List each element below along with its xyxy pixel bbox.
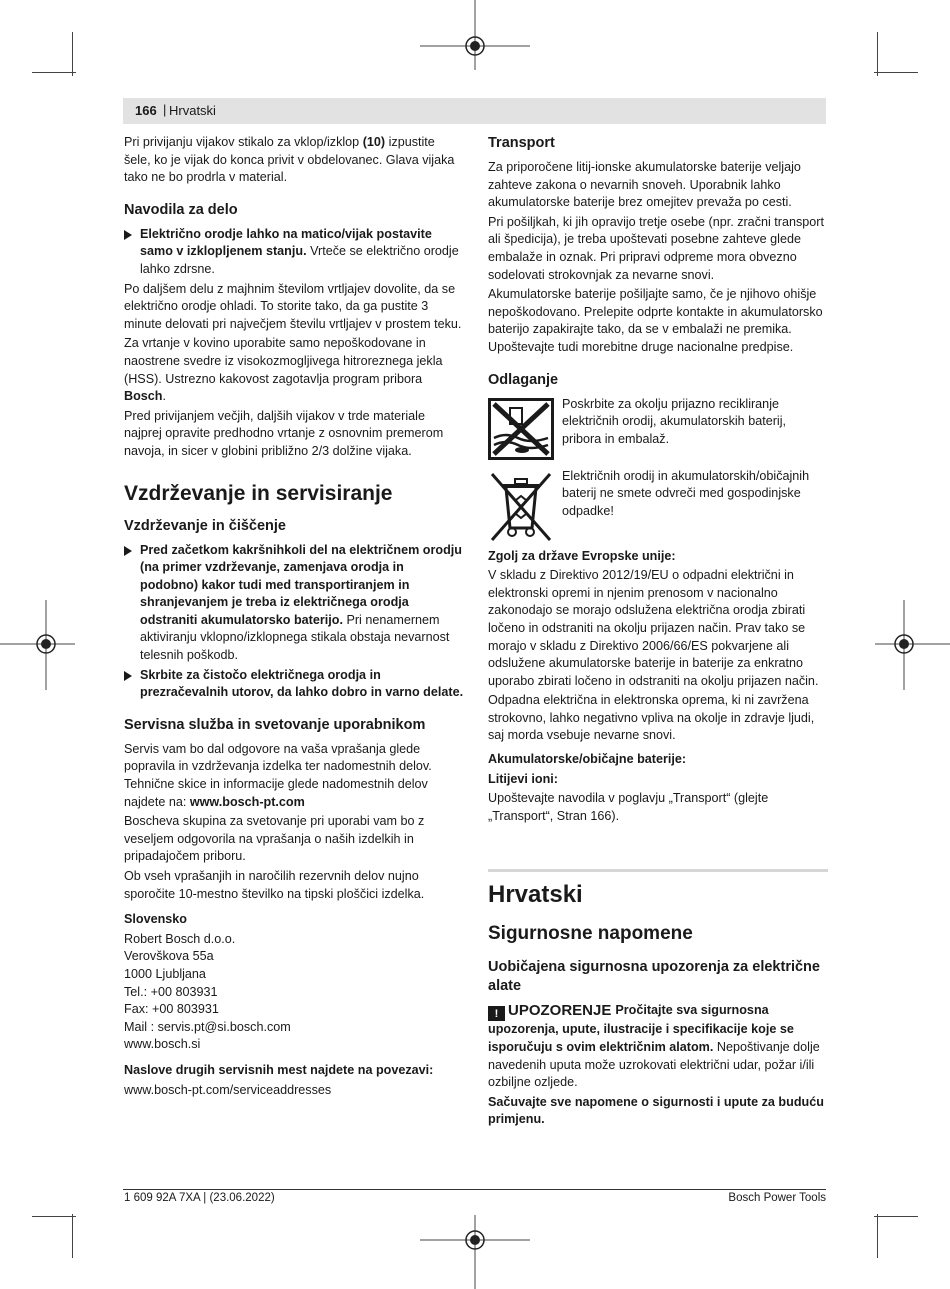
eu-paragraph-1: V skladu z Direktivo 2012/19/EU o odpadni električni in elektronski opremi in njenim prenosom v nacionalno zakonodajo se morajo odslužena električna orodja zbirati ločeno in odstraniti na okolju prijazen način. Prav tako se morajo v skladu z Direktivo 2006/66/ES pokvarjene ali odslužene akumulatorske baterije in baterije za enkratno uporabo zbirati ločeno in odstraniti na okolju prijazen način. [488, 568, 819, 688]
transport-paragraph-3: Akumulatorske baterije pošiljajte samo, če je njihovo ohišje nepoškodovano. Prelepite odprte kontakte in akumulatorsko baterijo zapakirajte tako, da se v embalaži ne premika. Upoštevajte tudi morebitne druge nacionalne predpise. [488, 287, 823, 354]
batteries-heading: Akumulatorske/običajne baterije: [488, 752, 687, 767]
address-phone: Tel.: +00 803931 [124, 984, 218, 999]
address-line: Robert Bosch d.o.o. [124, 931, 236, 946]
service-paragraph-1: Servis vam bo dal odgovore na vaša vprašanja glede popravila in vzdrževanja izdelka ter nadomestnih delov. Tehnične skice in informacije glede nadomestnih delov najdete na: www.bosch-pt.com [124, 741, 432, 809]
country-heading: Slovensko [124, 912, 187, 927]
crop-mark [72, 32, 73, 76]
header-separator: | [163, 102, 167, 117]
other-service-heading: Naslove drugih servisnih mest najdete na povezavi: [124, 1062, 434, 1077]
work-paragraph-2: Za vrtanje v kovino uporabite samo nepoškodovane in naostrene svedre iz visokozmogljivega hitroreznega jekla (HSS). Ustrezno kakovost zagotavlja program pribora Bosch. [124, 336, 443, 404]
address-line: Verovškova 55a [124, 949, 214, 964]
crop-mark [874, 72, 918, 73]
general-warnings-heading: Uobičajena sigurnosna upozorenja za električne alate [488, 959, 820, 995]
crop-mark [874, 1216, 918, 1217]
keep-instructions: Sačuvajte sve napomene o sigurnosti i upute za buduću primjenu. [488, 1094, 824, 1127]
registration-mark-bottom [420, 1210, 530, 1289]
disposal-text-2: Električnih orodij in akumulatorskih/običajnih baterij ne smete odvreči med gospodinjske odpadke! [562, 468, 810, 518]
cleaning-heading: Vzdrževanje in čiščenje [124, 517, 286, 534]
bullet-triangle-icon [124, 230, 132, 240]
no-dispose-in-nature-icon [488, 398, 554, 460]
disposal-row-2 [488, 468, 828, 538]
address-mail[interactable]: Mail : servis.pt@si.bosch.com [124, 1019, 291, 1034]
croatian-title: Hrvatski [488, 881, 583, 909]
lithium-paragraph: Upoštevajte navodila v poglavju „Transport“ (glejte „Transport“, Stran 166). [488, 791, 769, 823]
work-paragraph-1: Po daljšem delu z majhnim številom vrtljajev dovolite, da se električno orodje ohladi. To storite tako, da ga pustite 3 minute delovati pri največjem številu vrtljajev v prostem teku. [124, 281, 462, 331]
service-paragraph-2: Boscheva skupina za svetovanje pri uporabi vam bo z veseljem odgovorila na vprašanja o naših izdelkih in pripadajočem priboru. [124, 814, 425, 864]
lithium-heading: Litijevi ioni: [488, 771, 558, 786]
work-bullet: Električno orodje lahko na matico/vijak postavite samo v izklopljenem stanju. Vrteče se električno orodje lahko zdrsne. [124, 226, 464, 279]
work-instructions-heading: Navodila za delo [124, 201, 238, 218]
registration-mark-top [420, 0, 530, 80]
maintenance-heading: Vzdrževanje in servisiranje [124, 481, 393, 505]
service-heading: Servisna služba in svetovanje uporabnikom [124, 716, 426, 733]
disposal-heading: Odlaganje [488, 371, 559, 388]
cleaning-bullet-2: Skrbite za čistočo električnega orodja in prezračevalnih utorov, da lahko dobro in varno delate. [124, 667, 464, 702]
address-line: 1000 Ljubljana [124, 966, 206, 981]
disposal-text-1: Poskrbite za okolju prijazno recikliranje električnih orodij, akumulatorskih baterij, pribora in embalaž. [562, 396, 786, 446]
transport-paragraph-1: Za priporočene litij-ionske akumulatorske baterije veljajo zahteve zakona o nevarnih snoveh. Uporabnik lahko akumulatorske baterije brez omejitev prevaža po cesti. [488, 160, 801, 210]
warning-triangle-icon: ! [488, 1006, 505, 1021]
bullet-triangle-icon [124, 546, 132, 556]
registration-mark-right [875, 600, 950, 690]
croatian-section [488, 869, 828, 1129]
warning-paragraph: ! UPOZORENJE Pročitajte sva sigurnosna upozorenja, upute, ilustracije i specifikacije koje se isporučuju s ovim električnim alatom. Nepoštivanje dolje navedenih uputa može uzrokovati električni udar, požar i/ili ozbiljne ozljede. [488, 1002, 820, 1090]
footer-brand: Bosch Power Tools [728, 1192, 826, 1204]
page-number: 166 [135, 103, 157, 118]
address-web[interactable]: www.bosch.si [124, 1037, 201, 1052]
footer-doc-id: 1 609 92A 7XA | (23.06.2022) [124, 1192, 275, 1204]
crop-mark [877, 32, 878, 76]
disposal-row-1 [488, 396, 828, 466]
cleaning-bullet-1: Pred začetkom kakršnihkoli del na električnem orodju (na primer vzdrževanje, zamenjava orodja in podobno) kakor tudi med transportiranjem in shranjevanjem je treba iz električnega orodja odstraniti akumulatorsko baterijo. Pri nenamernem aktiviranju vklopno/izklopnega stikala obstaja nevarnost telesnih poškodb. [124, 542, 464, 665]
work-paragraph-3: Pred privijanjem večjih, daljših vijakov v trde materiale najprej opravite predhodno vrtanje z osnovnim premerom navoja, in sicer v globini približno 2/3 dolžine vijaka. [124, 408, 444, 458]
crop-mark [877, 1214, 878, 1258]
intro-paragraph: Pri privijanju vijakov stikalo za vklop/izklop (10) izpustite šele, ko je vijak do konca privit v obdelovanec. Glava vijaka tako ne bo prodrla v material. [124, 135, 455, 185]
eu-paragraph-2: Odpadna električna in elektronska oprema, ki ni zavržena strokovno, lahko negativno vpliva na okolje in zdravje ljudi, saj morda vsebuje nevarne snovi. [488, 693, 815, 743]
service-paragraph-3: Ob vseh vprašanjih in naročilih rezervnih delov nujno sporočite 10-mestno številko na tipski ploščici izdelka. [124, 869, 425, 901]
crop-mark [72, 1214, 73, 1258]
safety-heading: Sigurnosne napomene [488, 923, 693, 945]
left-column [124, 134, 464, 1099]
eu-heading: Zgolj za države Evropske unije: [488, 548, 676, 563]
footer-rule [123, 1189, 826, 1190]
transport-paragraph-2: Pri pošiljkah, ki jih opravijo tretje osebe (npr. zračni transport ali špedicija), je treba upoštevati posebne zahteve glede embalaže in oznak. Pri pripravi odpreme mora obvezno sodelovati strokovnjak za nevarne snovi. [488, 214, 824, 282]
address-fax: Fax: +00 803931 [124, 1002, 219, 1017]
crossed-bin-icon [488, 470, 554, 544]
crop-mark [32, 1216, 76, 1217]
right-column [488, 134, 828, 1131]
other-service-link[interactable]: www.bosch-pt.com/serviceaddresses [124, 1082, 332, 1097]
registration-mark-left [0, 600, 75, 690]
page-header [123, 98, 826, 124]
header-language: Hrvatski [169, 103, 216, 118]
transport-heading: Transport [488, 135, 555, 151]
warning-badge: ! UPOZORENJE [488, 1002, 611, 1021]
crop-mark [32, 72, 76, 73]
bullet-triangle-icon [124, 671, 132, 681]
service-link[interactable]: www.bosch-pt.com [189, 794, 305, 809]
